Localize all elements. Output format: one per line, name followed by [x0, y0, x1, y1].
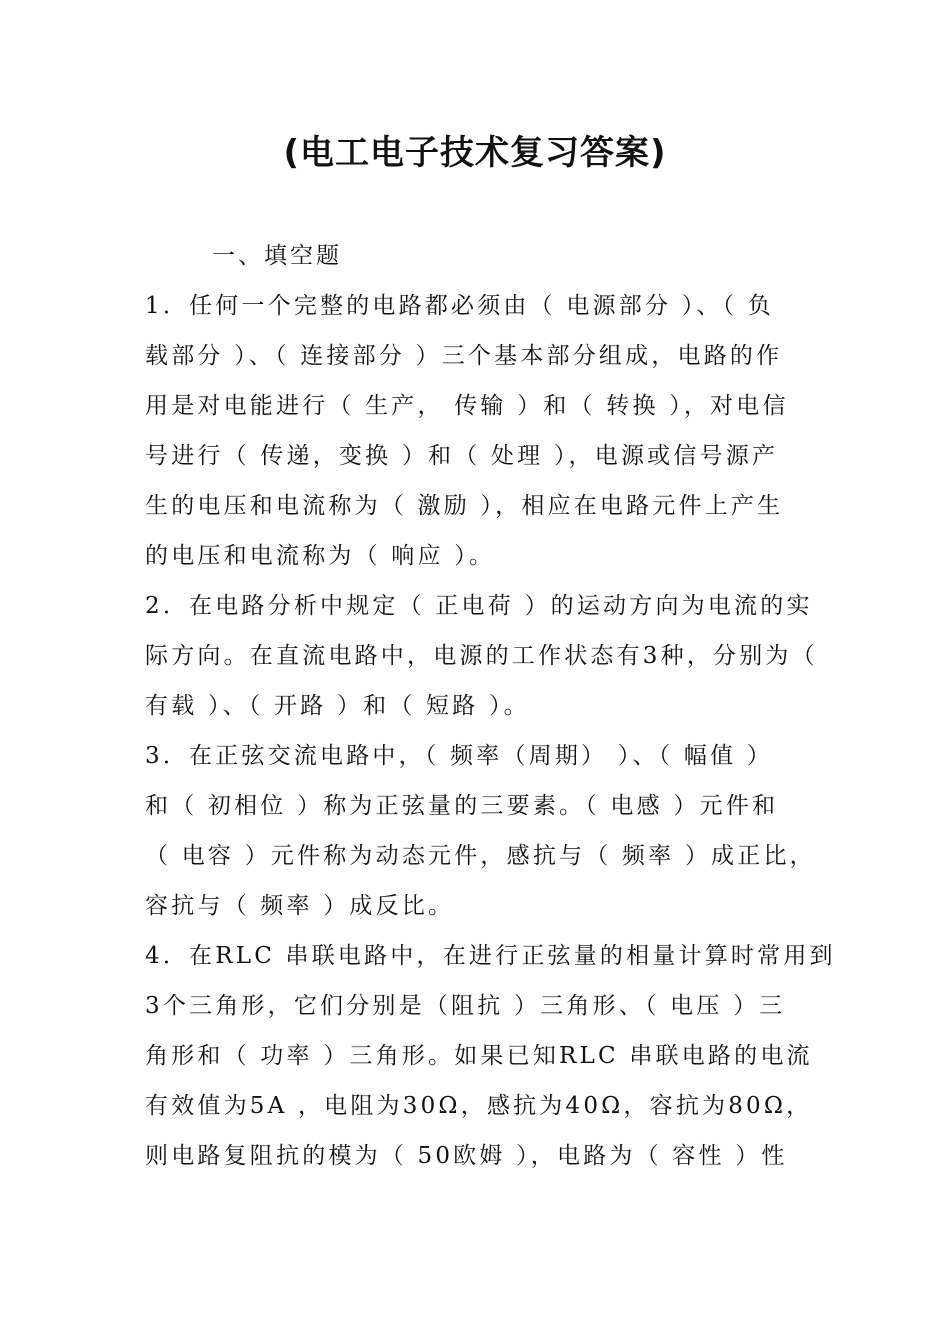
text-line: 2．在电路分析中规定（ 正电荷 ）的运动方向为电流的实 — [145, 593, 813, 619]
text-line: 和（ 初相位 ）称为正弦量的三要素。（ 电感 ）元件和 — [145, 793, 779, 819]
text-line: 的电压和电流称为（ 响应 ）。 — [145, 543, 496, 569]
text-line: 3．在正弦交流电路中，（ 频率（周期） ）、（ 幅值 ） — [145, 743, 773, 769]
text-line: 载部分 ）、（ 连接部分 ）三个基本部分组成，电路的作 — [145, 343, 783, 369]
document-body — [145, 286, 836, 1186]
section-heading: 一、填空题 — [212, 243, 342, 269]
text-line: 则电路复阻抗的模为（ 50欧姆 ），电路为（ 容性 ）性 — [145, 1143, 788, 1169]
text-line: 际方向。在直流电路中，电源的工作状态有3种，分别为（ — [145, 643, 818, 669]
text-line: （ 电容 ）元件称为动态元件，感抗与（ 频率 ）成正比， — [145, 843, 816, 869]
text-line: 生的电压和电流称为（ 激励 ），相应在电路元件上产生 — [145, 493, 784, 519]
text-line: 1．任何一个完整的电路都必须由（ 电源部分 ）、（ 负 — [145, 293, 774, 319]
text-line: 号进行（ 传递，变换 ）和（ 处理 ），电源或信号源产 — [145, 443, 779, 469]
text-line: 角形和（ 功率 ）三角形。如果已知RLC 串联电路的电流 — [145, 1043, 813, 1069]
text-line: 有载 ）、（ 开路 ）和（ 短路 ）。 — [145, 693, 530, 719]
text-line: 用是对电能进行（ 生产， 传输 ）和（ 转换 ），对电信 — [145, 393, 789, 419]
text-line: 有效值为5A ，电阻为30Ω，感抗为40Ω，容抗为80Ω， — [145, 1093, 813, 1119]
text-line: 4．在RLC 串联电路中，在进行正弦量的相量计算时常用到 — [145, 943, 836, 969]
document-title: (电工电子技术复习答案) — [283, 133, 667, 173]
text-line: 3个三角形，它们分别是（阻抗 ）三角形、（ 电压 ）三 — [145, 993, 786, 1019]
text-line: 容抗与（ 频率 ）成反比。 — [145, 893, 455, 919]
